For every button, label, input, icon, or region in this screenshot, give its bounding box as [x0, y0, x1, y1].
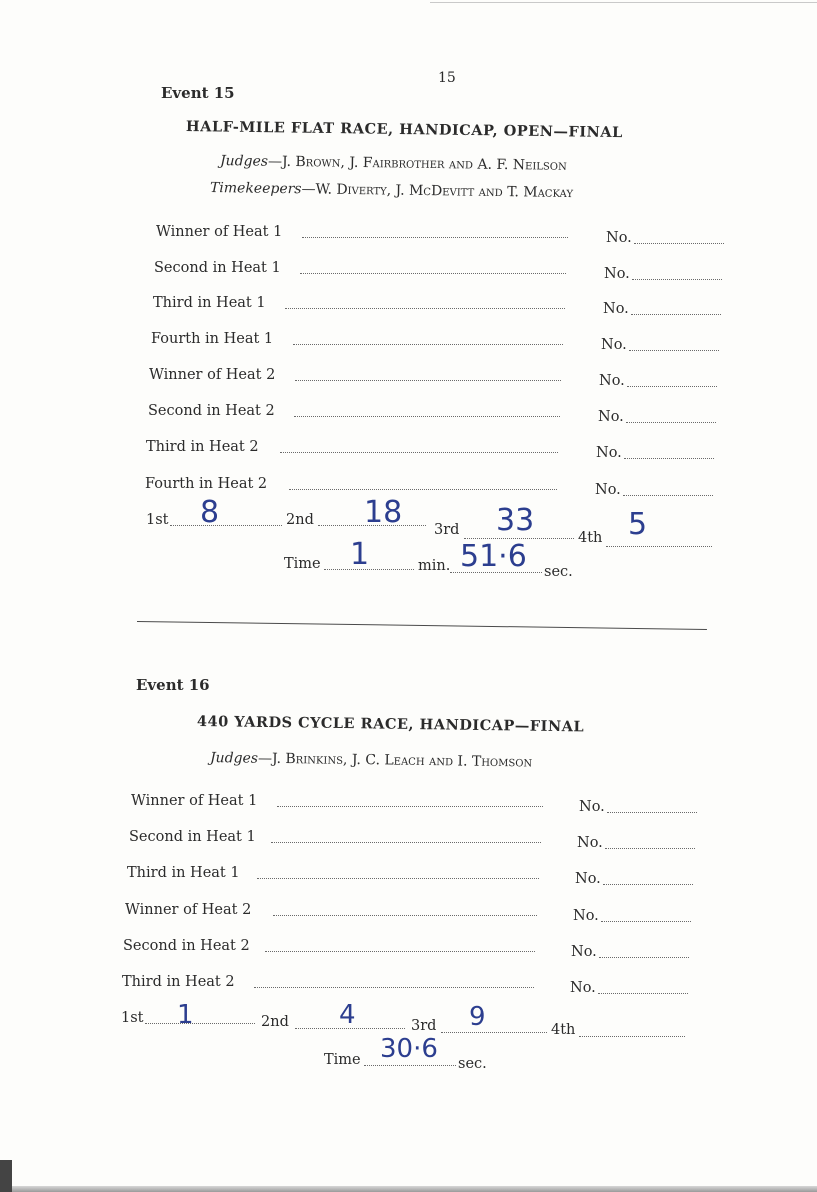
- entry-row: [156, 224, 726, 246]
- event-16-title: 440 YARDS CYCLE RACE, HANDICAP—FINAL: [196, 713, 585, 736]
- paper-edge-bottom: [0, 1186, 817, 1192]
- no-fill: [632, 279, 722, 280]
- entry-fill: [280, 452, 558, 453]
- entry-fill: [294, 416, 560, 417]
- entry-fill: [293, 344, 563, 345]
- entry-row: [154, 260, 724, 282]
- fourth-label: 4th: [578, 530, 603, 546]
- entry-label: Second in Heat 2: [148, 403, 275, 419]
- event-16-label: Event 16: [136, 676, 210, 694]
- no-label: No.: [606, 230, 632, 246]
- entry-fill: [285, 308, 565, 309]
- no-fill: [599, 957, 689, 958]
- page-number: 15: [438, 70, 456, 86]
- entry-row: [129, 829, 699, 851]
- entry-fill: [273, 915, 537, 916]
- no-fill: [629, 350, 719, 351]
- no-label: No.: [599, 373, 625, 389]
- no-fill: [607, 812, 697, 813]
- entry-row: [122, 974, 692, 996]
- fourth-place-value: 5: [628, 507, 648, 542]
- judges-names: J. Brown, J. Fairbrother and A. F. Neilson: [281, 153, 567, 174]
- third-label: 3rd: [434, 522, 460, 538]
- entry-label: Third in Heat 2: [122, 974, 235, 990]
- second-label: 2nd: [261, 1014, 289, 1030]
- third-place-value: 9: [469, 1002, 486, 1032]
- entry-fill: [300, 273, 566, 274]
- no-label: No.: [603, 301, 629, 317]
- no-fill: [598, 993, 688, 994]
- event-16-time: [324, 1034, 524, 1074]
- entry-fill: [277, 806, 543, 807]
- judges-role: Judges—: [219, 153, 283, 170]
- entry-fill: [265, 951, 535, 952]
- entry-label: Third in Heat 1: [153, 295, 266, 311]
- first-fill: [170, 525, 282, 526]
- first-place-value: 8: [200, 495, 220, 530]
- entry-row: [146, 439, 716, 461]
- entry-row: [148, 403, 718, 425]
- seconds-fill: [364, 1065, 456, 1066]
- entry-fill: [257, 878, 539, 879]
- fourth-label: 4th: [551, 1022, 576, 1038]
- entry-label: Fourth in Heat 1: [151, 331, 274, 347]
- event-16-placings: [121, 1000, 691, 1038]
- time-label: Time: [284, 556, 321, 572]
- no-label: No.: [601, 337, 627, 353]
- no-fill: [623, 495, 713, 496]
- event-15-judges: [220, 153, 567, 174]
- first-place-value: 1: [177, 1000, 194, 1030]
- first-label: 1st: [121, 1010, 144, 1026]
- no-label: No.: [579, 799, 605, 815]
- entry-label: Second in Heat 2: [123, 938, 250, 954]
- entry-fill: [302, 237, 568, 238]
- entry-row: [149, 367, 719, 389]
- event-15-placings: [146, 495, 716, 546]
- minutes-value: 1: [350, 537, 370, 572]
- no-fill: [627, 386, 717, 387]
- fourth-fill: [606, 546, 712, 547]
- judges-names: J. Brinkins, J. C. Leach and I. Thomson: [271, 750, 533, 771]
- entry-label: Winner of Heat 2: [125, 902, 252, 918]
- timekeepers-role: Timekeepers—: [209, 180, 316, 198]
- seconds-value: 30·6: [380, 1034, 438, 1064]
- entry-fill: [254, 987, 534, 988]
- timekeepers-names: W. Diverty, J. McDevitt and T. Mackay: [315, 181, 574, 202]
- paper-corner-shadow: [0, 1160, 12, 1192]
- third-place-value: 33: [496, 503, 535, 538]
- entry-row: [145, 476, 715, 498]
- no-label: No.: [604, 266, 630, 282]
- no-label: No.: [577, 835, 603, 851]
- entry-row: [151, 331, 721, 353]
- second-place-value: 4: [339, 1000, 356, 1030]
- entry-row: [153, 295, 723, 317]
- no-label: No.: [573, 908, 599, 924]
- fourth-fill: [579, 1036, 685, 1037]
- section-divider: [137, 621, 707, 630]
- no-fill: [601, 921, 691, 922]
- time-label: Time: [324, 1052, 361, 1068]
- entry-fill: [295, 380, 561, 381]
- third-fill: [441, 1032, 547, 1033]
- no-label: No.: [596, 445, 622, 461]
- entry-label: Winner of Heat 1: [131, 793, 258, 809]
- sec-label: sec.: [544, 564, 573, 580]
- min-label: min.: [418, 558, 451, 574]
- third-label: 3rd: [411, 1018, 437, 1034]
- entry-row: [131, 793, 701, 815]
- no-fill: [634, 243, 724, 244]
- entry-row: [123, 938, 693, 960]
- no-fill: [603, 884, 693, 885]
- entry-label: Second in Heat 1: [129, 829, 256, 845]
- sec-label: sec.: [458, 1056, 487, 1072]
- event-16-judges: [210, 750, 532, 770]
- no-label: No.: [570, 980, 596, 996]
- no-label: No.: [575, 871, 601, 887]
- no-fill: [624, 458, 714, 459]
- second-place-value: 18: [364, 495, 403, 530]
- second-label: 2nd: [286, 512, 314, 528]
- event-15-time: [284, 537, 584, 580]
- no-label: No.: [598, 409, 624, 425]
- entry-label: Winner of Heat 1: [156, 224, 283, 240]
- judges-role: Judges—: [209, 750, 273, 767]
- event-15-label: Event 15: [161, 84, 235, 102]
- entry-fill: [271, 842, 541, 843]
- first-label: 1st: [146, 512, 169, 528]
- paper-edge-top: [430, 2, 817, 3]
- no-fill: [631, 314, 721, 315]
- entry-row: [125, 902, 695, 924]
- entry-row: [127, 865, 697, 887]
- entry-label: Second in Heat 1: [154, 260, 281, 276]
- no-label: No.: [595, 482, 621, 498]
- entry-fill: [289, 489, 557, 490]
- entry-label: Fourth in Heat 2: [145, 476, 268, 492]
- seconds-value: 51·6: [460, 539, 527, 574]
- no-label: No.: [571, 944, 597, 960]
- event-15-timekeepers: [210, 180, 573, 201]
- entry-label: Third in Heat 2: [146, 439, 259, 455]
- event-15-title: HALF-MILE FLAT RACE, HANDICAP, OPEN—FINAL: [185, 118, 623, 142]
- entry-label: Third in Heat 1: [127, 865, 240, 881]
- first-fill: [145, 1023, 255, 1024]
- no-fill: [605, 848, 695, 849]
- no-fill: [626, 422, 716, 423]
- entry-label: Winner of Heat 2: [149, 367, 276, 383]
